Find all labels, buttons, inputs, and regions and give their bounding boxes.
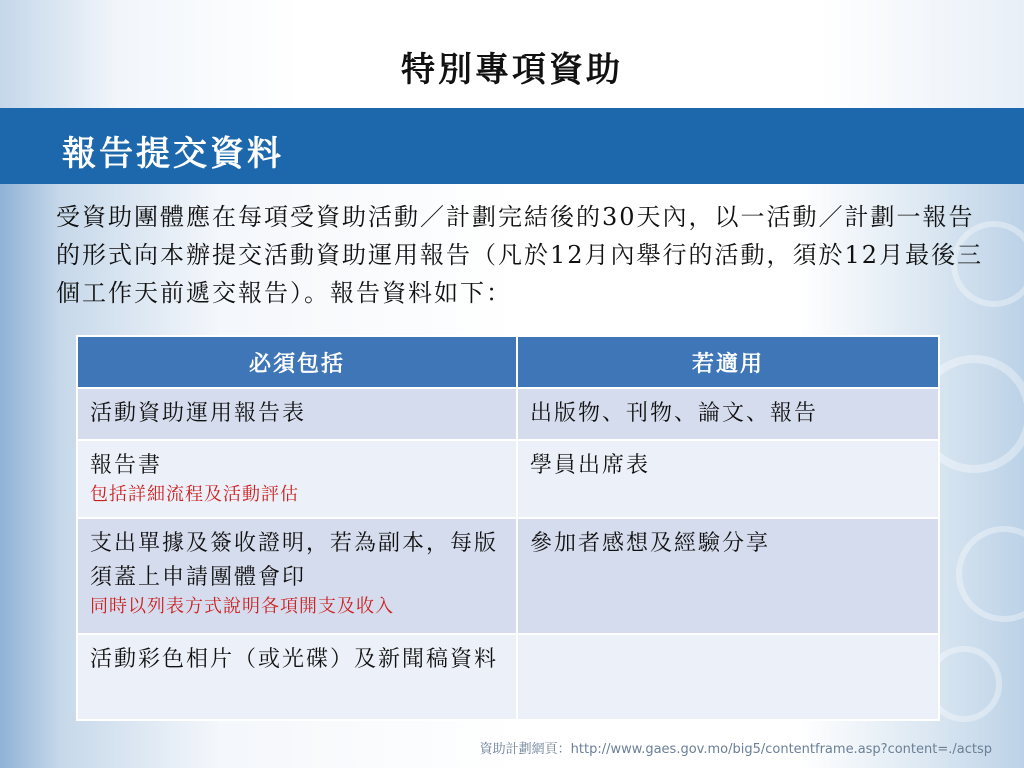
report-requirements-table	[76, 335, 940, 721]
slide-title: 特別專項資助	[401, 50, 623, 90]
required-item: 活動彩色相片（或光碟）及新聞稿資料	[90, 647, 499, 672]
header-required: 必須包括	[77, 336, 517, 388]
optional-cell: 參加者感想及經驗分享	[517, 518, 939, 634]
optional-cell	[517, 634, 939, 720]
intro-paragraph: 受資助團體應在每項受資助活動／計劃完結後的30天內，以一活動／計劃一報告的形式向本辦提交活動資助運用報告（凡於12月內舉行的活動，須於12月最後三個工作天前遞交報告）。報告資料如下：	[56, 203, 984, 307]
required-item: 支出單據及簽收證明，若為副本，每版須蓋上申請團體會印	[90, 531, 499, 590]
required-note: 同時以列表方式說明各項開支及收入	[90, 596, 394, 617]
table-row	[77, 634, 939, 720]
section-heading: 報告提交資料	[62, 134, 284, 174]
required-cell	[77, 440, 517, 518]
required-note: 包括詳細流程及活動評估	[90, 484, 299, 505]
required-cell	[77, 634, 517, 720]
optional-cell: 學員出席表	[517, 440, 939, 518]
table-row	[77, 388, 939, 440]
required-item: 活動資助運用報告表	[90, 401, 307, 426]
table-row	[77, 518, 939, 634]
header-if-applicable: 若適用	[517, 336, 939, 388]
table-header-row	[77, 336, 939, 388]
table-row	[77, 440, 939, 518]
section-banner	[0, 108, 1024, 184]
required-item: 報告書	[90, 453, 163, 478]
required-cell	[77, 518, 517, 634]
required-cell	[77, 388, 517, 440]
optional-cell: 出版物、刊物、論文、報告	[517, 388, 939, 440]
footer-url: 資助計劃網頁：http://www.gaes.gov.mo/big5/contentframe.asp?content=./actsp	[479, 742, 992, 757]
